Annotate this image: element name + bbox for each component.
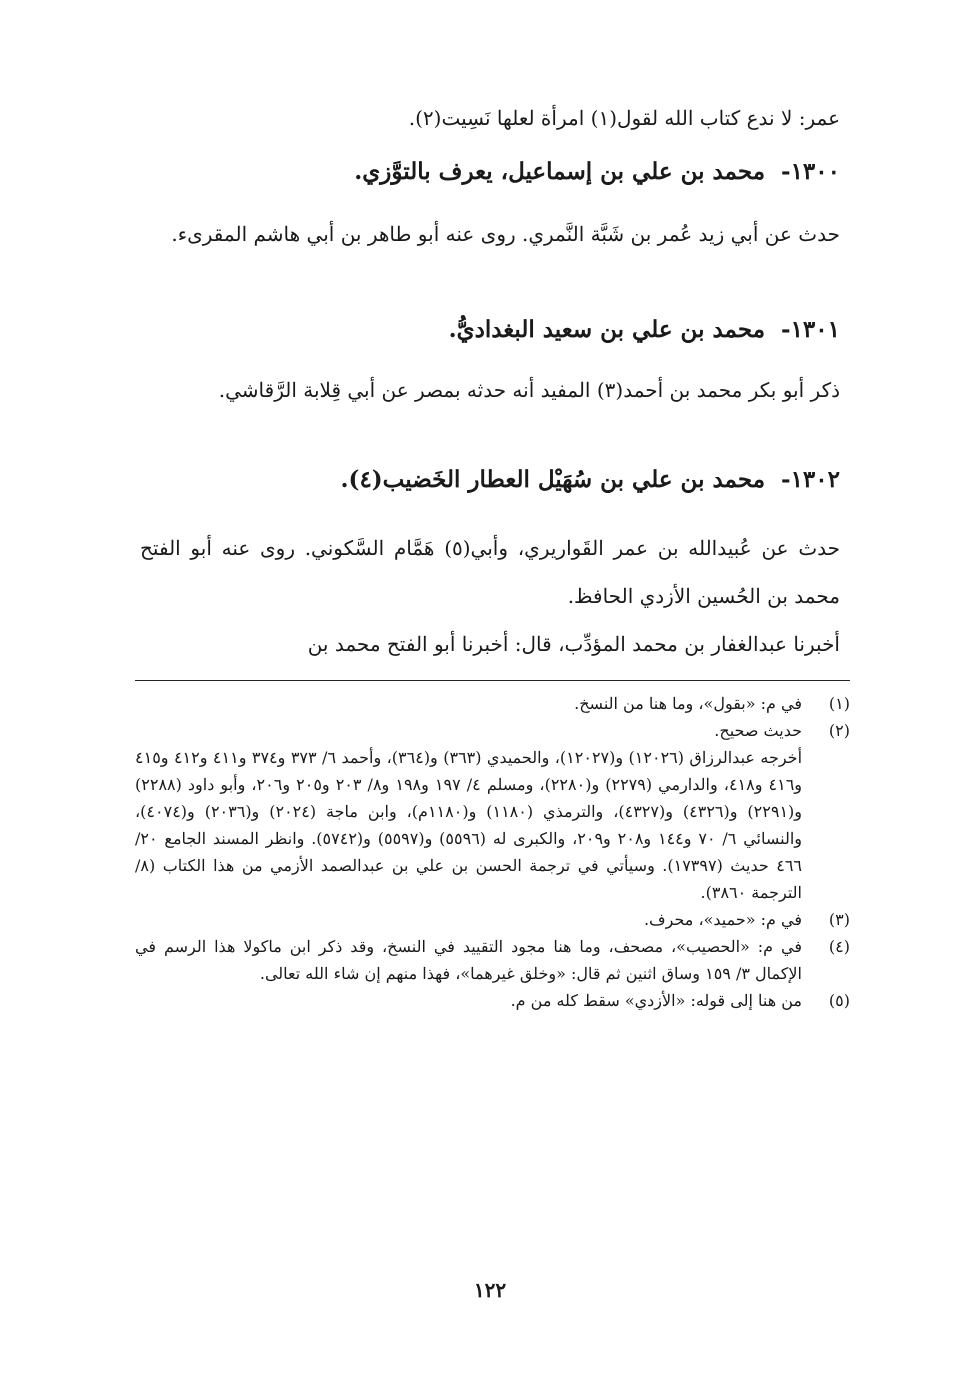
- footnote-2: [135, 717, 850, 744]
- footnotes: [135, 690, 850, 1014]
- footnote-number: (٢): [828, 721, 850, 740]
- entry-number: ١٣٠٠-: [781, 158, 840, 185]
- footnote-5: [135, 987, 850, 1014]
- footnote-number: (٣): [828, 910, 850, 929]
- opening-line: عمر: لا ندع كتاب الله لقول(١) امرأة لعلها نَسِيت(٢).: [408, 106, 840, 130]
- footnote-separator: [135, 680, 850, 681]
- entry-heading-1302: [140, 460, 840, 500]
- footnote-3: [135, 906, 850, 933]
- entry-title: محمد بن علي بن إسماعيل، يعرف بالتوَّزي.: [354, 158, 766, 185]
- entry-text-1300: حدث عن أبي زيد عُمر بن شَبَّة النَّمري. روى عنه أبو طاهر بن أبي هاشم المقرىء.: [171, 222, 840, 246]
- page-number: ١٢٢: [473, 1278, 507, 1302]
- footnote-2-takhrij: أخرجه عبدالرزاق (١٢٠٢٦) و(١٢٠٢٧)، والحميدي (٣٦٣) و(٣٦٤)، وأحمد ٦/ ٣٧٣ و٣٧٤ و٤١١ و٤١٢ و٤١٥ و٤١٦ و٤١٨، والدارمي (٢٢٧٩) و(٢٢٨٠)، ومسلم ٤/ ١٩٧ و١٩٨ و٨/ ٢٠٣ و٢٠٥ و٢٠٦، وأبو داود (٢٢٨٨) و(٢٢٩١) و(٤٣٢٦) و(٤٣٢٧)، والترمذي (١١٨٠) و(١١٨٠م)، وابن ماجة (٢٠٢٤) و(٢٠٣٦) و(٤٠٧٤)، والنسائي ٦/ ٧٠ و١٤٤ و٢٠٨ و٢٠٩، والكبرى له (٥٥٩٦) و(٥٥٩٧) و(٥٧٤٢). وانظر المسند الجامع ٢٠/ ٤٦٦ حديث (١٧٣٩٧). وسيأتي في ترجمة الحسن بن علي بن عبدالصمد الأزمي من هذا الكتاب (٨/ الترجمة ٣٨٦٠).: [135, 748, 803, 902]
- footnote-text: حديث صحيح.: [714, 721, 802, 740]
- footnote-number: (١): [828, 694, 850, 713]
- entry-text-1301: ذكر أبو بكر محمد بن أحمد(٣) المفيد أنه حدثه بمصر عن أبي قِلابة الرَّقاشي.: [218, 378, 840, 402]
- entry-title: محمد بن علي بن سُهَيْل العطار الخَضيب(٤).: [340, 466, 766, 493]
- footnote-number: (٥): [828, 991, 850, 1010]
- entry-heading-1301: [140, 310, 840, 350]
- entry-text-1302: حدث عن عُبيدالله بن عمر القَواريري، وأبي(٥) هَمَّام السَّكوني. روى عنه أبو الفتح محمد بن الحُسين الأزدي الحافظ.: [140, 536, 841, 608]
- footnote-text: في م: «الحصيب»، مصحف، وما هنا مجود التقييد في النسخ، وقد ذكر ابن ماكولا هذا الرسم في الإكمال ٣/ ١٥٩ وساق اثنين ثم قال: «وخلق غيرهما»، فهذا منهم إن شاء الله تعالى.: [135, 937, 802, 983]
- footnote-text: في م: «حميد»، محرف.: [643, 910, 802, 929]
- footnote-text: في م: «بقول»، وما هنا من النسخ.: [574, 694, 802, 713]
- entry-title: محمد بن علي بن سعيد البغداديُّ.: [448, 316, 766, 343]
- entry-number: ١٣٠٢-: [781, 466, 840, 493]
- isnad-line: أخبرنا عبدالغفار بن محمد المؤدِّب، قال: أخبرنا أبو الفتح محمد بن: [307, 632, 840, 656]
- entry-number: ١٣٠١-: [781, 316, 840, 343]
- footnote-text: من هنا إلى قوله: «الأزدي» سقط كله من م.: [510, 991, 802, 1010]
- entry-heading-1300: [140, 152, 840, 192]
- footnote-number: (٤): [828, 937, 850, 956]
- footnote-4: [135, 933, 850, 987]
- footnote-1: [135, 690, 850, 717]
